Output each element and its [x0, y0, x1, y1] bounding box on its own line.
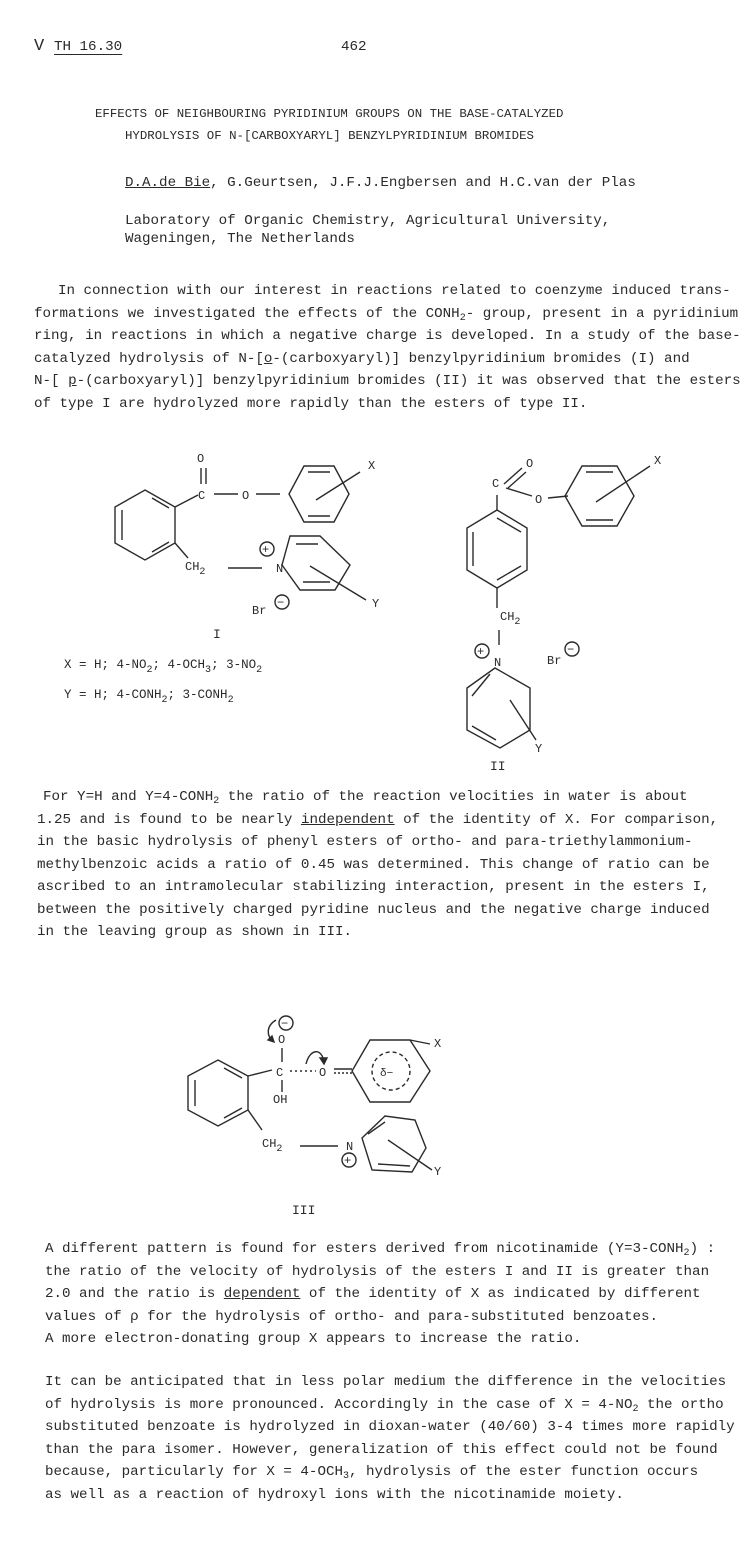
I-atom-c: C [198, 489, 206, 503]
III-atom-o-ester: O [319, 1066, 327, 1080]
III-substituent-x: X [434, 1037, 442, 1051]
III-ch2: $CH_2$ [262, 1137, 283, 1155]
II-atom-c: C [492, 477, 500, 491]
I-label: I [213, 627, 221, 642]
title-bracket: CARBOXYARYL [251, 129, 334, 143]
II-atom-o-top: O [526, 457, 534, 471]
III-hydroxyl: OH [273, 1093, 288, 1107]
III-atom-c: C [276, 1066, 284, 1080]
I-atom-o-ester: O [242, 489, 250, 503]
I-bromide: Br [252, 604, 267, 618]
III-label: III [292, 1203, 316, 1218]
II-substituent-x: X [654, 454, 662, 468]
II-bromide: Br [547, 654, 562, 668]
structure-II [0, 440, 704, 780]
structure-III [0, 1000, 704, 1240]
III-nitrogen: N [346, 1140, 354, 1154]
title-prefix: HYDROLYSIS OF N- [125, 129, 244, 143]
I-plus-sign: + [262, 543, 270, 557]
paragraph-intro: In connection with our interest in reactions related to coenzyme induced trans- formations we investigated the effects of the $CONH_2-$ group, present in a pyridinium ring, in reactions in which a negative charge is developed. In a study of the base- catalyzed hydrolysis of N-[o-(carboxyaryl)] benzylpyridinium bromides (I) and N-[ p-(carboxyaryl)] benzylpyridinium bromides (II) it was observed that the esters of type I are hydrolyzed more rapidly than the esters of type II. [34, 283, 741, 412]
pyridinium-ring-II [467, 668, 530, 748]
phenyl-ring-II [565, 466, 634, 526]
I-x-values: X = H; $4-NO_2$; $4-OCH_3$; $3-NO_2$ [64, 658, 263, 676]
II-atom-o-ester: O [535, 493, 543, 507]
I-ch2: $CH_2$ [185, 560, 206, 578]
II-nitrogen: N [494, 656, 502, 670]
first-author: D.A.de Bie [125, 175, 211, 191]
benzene-ring-II [467, 510, 527, 588]
page-marker: V [34, 37, 45, 56]
paragraph-nicotinamide: A different pattern is found for esters derived from nicotinamide $(Y=3-CONH_2)$ : the ratio of the velocity of hydrolysis of the esters I and II is greater than 2.0 and the ratio is dependent of the identity of X as indicated by different values of ρ for the hydrolysis of ortho- and para-substituted benzoates. A more electron-donating group X appears to increase the ratio. [45, 1241, 716, 1347]
paragraph-polarity: It can be anticipated that in less polar medium the difference in the velocities of hydrolysis is more pronounced. Accordingly in the case of $X = 4-NO_2$ the ortho substituted benzoate is hydrolyzed in dioxan-water (40/60) 3-4 times more rapidly than the para isomer. However, generalization of this effect could not be found because, particularly for $X = 4-OCH_3$, hydrolysis of the ester function occurs as well as a reaction of hydroxyl ions with the nicotinamide moiety. [45, 1374, 735, 1503]
III-atom-o-top: O [278, 1033, 286, 1047]
I-substituent-y: Y [372, 597, 380, 611]
benzene-ring-III [188, 1060, 248, 1126]
session-code: TH 16.30 [54, 39, 123, 55]
II-substituent-y: Y [535, 742, 543, 756]
II-minus-sign: − [567, 643, 575, 657]
other-authors: , G.Geurtsen, J.F.J.Engbersen and H.C.van der Plas [210, 175, 636, 191]
II-plus-sign: + [477, 645, 485, 659]
I-nitrogen: N [276, 562, 284, 576]
affiliation-line-1: Laboratory of Organic Chemistry, Agricultural University, [125, 213, 611, 229]
I-atom-o-top: O [197, 452, 205, 466]
title-line-1: EFFECTS OF NEIGHBOURING PYRIDINIUM GROUPS ON THE BASE-CATALYZED [95, 107, 564, 121]
I-y-values: Y = H; $4-CONH_2$; $3-CONH_2$ [64, 688, 234, 706]
authors [125, 176, 636, 190]
paragraph-ratio: For Y=H and $Y=4-CONH_2$ the ratio of the reaction velocities in water is about 1.25 and is found to be nearly independent of the identity of X. For comparison, in the basic hydrolysis of phenyl esters of ortho- and para-triethylammonium- methylbenzoic acids a ratio of 0.45 was determined. This change of ratio can be ascribed to an intramolecular stabilizing interaction, present in the esters I, between the positively charged pyridine nucleus and the negative charge induced in the leaving group as shown in III. [37, 789, 719, 940]
III-substituent-y: Y [434, 1165, 442, 1179]
affiliation-line-2: Wageningen, The Netherlands [125, 231, 355, 247]
title-line-2: HYDROLYSIS OF N-[CARBOXYARYL] BENZYLPYRIDINIUM BROMIDES [125, 129, 534, 143]
II-label: II [490, 759, 506, 774]
III-minus-sign: − [281, 1017, 289, 1031]
III-plus-sign: + [344, 1154, 352, 1168]
III-delta-charge: δ− [380, 1068, 394, 1080]
page-number: 462 [341, 39, 367, 55]
II-ch2: $CH_2$ [500, 610, 521, 628]
I-substituent-x: X [368, 459, 376, 473]
title-suffix: BENZYLPYRIDINIUM BROMIDES [340, 129, 534, 143]
I-minus-sign: − [277, 596, 285, 610]
